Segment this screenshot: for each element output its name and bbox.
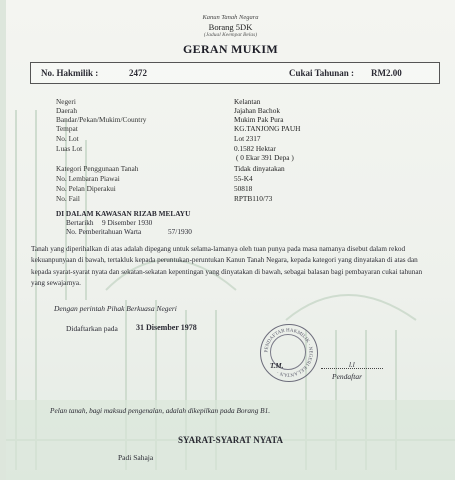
conditions-heading: SYARAT-SYARAT NYATA (177, 435, 284, 445)
registered-date: 31 Disember 1978 (136, 323, 197, 332)
detail-label: No. Fail (56, 194, 80, 203)
form-name: Borang 5DK (208, 22, 253, 32)
title-number-box (30, 62, 440, 84)
hakmilik-label: No. Hakmilik : (41, 68, 99, 78)
detail-value: KG.TANJONG PAUH (234, 124, 301, 133)
rizab-gazette-value: 57/1930 (168, 227, 192, 236)
detail-label: Daerah (56, 106, 78, 115)
registrar-title: Pendaftar (332, 372, 362, 381)
registrar-seal-icon (260, 324, 318, 382)
authority-line: Dengan perintah Pihak Berkuasa Negeri (54, 304, 177, 313)
detail-label: Luas Lot (56, 144, 83, 153)
detail-value: 50818 (234, 184, 253, 193)
registered-label: Didaftarkan pada (66, 324, 118, 333)
signature-initials: T.M. (270, 362, 284, 370)
rizab-gazette-label: No. Pemberitahuan Warta (66, 227, 142, 236)
land-title-document (6, 0, 455, 480)
detail-value: Kelantan (234, 97, 261, 106)
detail-value: Lot 2317 (234, 134, 261, 143)
rizab-date-value: 9 Disember 1930 (102, 218, 153, 227)
cukai-label: Cukai Tahunan : (289, 68, 355, 78)
plan-footnote: Pelan tanah, bagi maksud pengenalan, adalah dikepilkan pada Borang B1. (50, 406, 271, 415)
detail-label: No. Lot (56, 134, 79, 143)
signature-mark: l.l (349, 361, 355, 369)
detail-value-area-imperial: ( 0 Ekar 391 Depa ) (236, 153, 294, 162)
tenure-paragraph: Tanah yang diperihalkan di atas adalah dipegang untuk selama-lamanya oleh tuan punya pada masa namanya disebut dalam rekod kekuanpunyaan di bawah, tertakluk kepada peruntukan-peruntukan Kanun Tanah Negara, kepada kategori yang dinyatakan di atas dan kepada syarat-syarat nyata dan sekatan-sekatan kepentingan yang dinyatakan di bawah, sebagai balasan bagi pembayaran cukai tahunan yang sewajarnya. (31, 245, 423, 288)
document-title: GERAN MUKIM (183, 42, 278, 56)
detail-label: Kategori Penggunaan Tanah (56, 164, 139, 173)
detail-label: Negeri (56, 97, 76, 106)
act-name: Kanun Tanah Negara (202, 14, 259, 21)
detail-value: Mukim Pak Pura (234, 115, 284, 124)
seal-ring-text (261, 325, 316, 380)
detail-value: Jajahan Bachok (234, 106, 280, 115)
cukai-value: RM2.00 (371, 68, 402, 78)
detail-value: RPTB110/73 (234, 194, 273, 203)
rizab-heading: DI DALAM KAWASAN RIZAB MELAYU (56, 209, 191, 218)
detail-label: No. Pelan Diperakui (56, 184, 116, 193)
conditions-value: Padi Sahaja (118, 453, 154, 462)
detail-label: Bandar/Pekan/Mukim/Country (56, 115, 147, 124)
detail-value: Tidak dinyatakan (234, 164, 285, 173)
form-schedule-note: (Jadual Keempat Belas) (203, 32, 258, 38)
detail-value: 0.1582 Hektar (234, 144, 276, 153)
detail-value: 55-K4 (234, 174, 253, 183)
rizab-date-label: Bertarikh (66, 218, 94, 227)
hakmilik-value: 2472 (129, 68, 147, 78)
detail-label: Tempat (56, 124, 78, 133)
seal-text: PENDAFTAR HAKMILIK · NEGERI KELANTAN · (264, 328, 313, 377)
detail-label: No. Lembaran Piawai (56, 174, 120, 183)
